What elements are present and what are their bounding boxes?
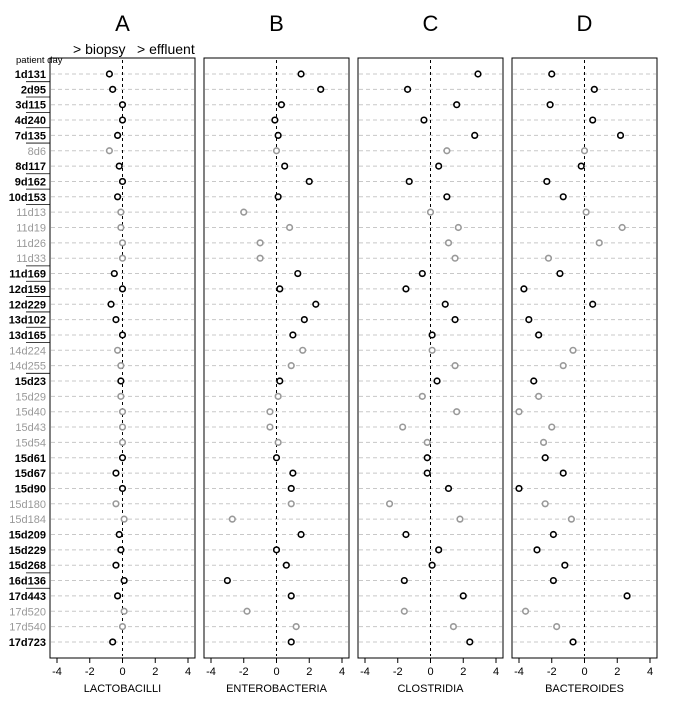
row-label-15d54: 15d54 <box>15 437 46 450</box>
data-point-A-15d61 <box>120 455 126 461</box>
data-point-D-9d162 <box>544 179 550 185</box>
data-point-D-11d19 <box>619 225 625 231</box>
data-point-D-15d184 <box>569 516 575 522</box>
x-axis-label-A: LACTOBACILLI <box>83 683 162 695</box>
data-point-D-11d26 <box>596 240 602 246</box>
data-point-C-12d159 <box>403 286 409 292</box>
row-label-3d115: 3d115 <box>15 99 46 112</box>
row-label-11d26: 11d26 <box>16 237 46 250</box>
data-point-D-15d67 <box>560 470 566 476</box>
row-label-10d153: 10d153 <box>8 191 46 204</box>
data-point-B-11d13 <box>241 209 247 215</box>
data-point-A-15d67 <box>113 470 119 476</box>
data-point-A-11d33 <box>120 255 126 261</box>
data-point-A-17d723 <box>110 639 116 645</box>
panels <box>50 11 657 695</box>
data-point-D-14d255 <box>560 363 566 369</box>
data-point-D-8d117 <box>578 163 584 169</box>
data-point-C-12d229 <box>442 301 448 307</box>
row-label-11d13: 11d13 <box>16 207 46 220</box>
data-point-D-13d102 <box>526 317 532 323</box>
row-label-14d224: 14d224 <box>9 345 46 358</box>
row-label-13d165: 13d165 <box>8 329 46 342</box>
row-label-8d6: 8d6 <box>27 145 46 158</box>
x-tick-label: -4 <box>52 666 62 678</box>
panel-B <box>204 11 349 695</box>
row-label-15d23: 15d23 <box>14 376 46 388</box>
data-point-A-11d13 <box>118 209 124 215</box>
x-tick-label: 2 <box>614 666 621 678</box>
row-label-16d136: 16d136 <box>8 575 46 588</box>
data-point-C-15d23 <box>434 378 440 384</box>
data-point-C-15d180 <box>387 501 393 507</box>
x-tick-label: -4 <box>206 666 216 678</box>
row-label-17d443: 17d443 <box>8 590 46 603</box>
row-label-11d33: 11d33 <box>16 253 46 266</box>
data-point-A-2d95 <box>110 87 116 93</box>
data-point-B-8d117 <box>282 163 288 169</box>
row-label-2d95: 2d95 <box>20 84 46 97</box>
data-point-D-15d61 <box>542 455 548 461</box>
data-point-B-10d153 <box>275 194 281 200</box>
data-point-D-4d240 <box>590 117 596 123</box>
x-axis-label-B: ENTEROBACTERIA <box>226 683 327 695</box>
data-point-D-15d229 <box>534 547 540 553</box>
data-point-B-15d54 <box>275 440 281 446</box>
data-point-A-12d229 <box>108 301 114 307</box>
data-point-B-11d19 <box>287 225 293 231</box>
data-point-A-15d229 <box>118 547 124 553</box>
data-point-A-15d23 <box>118 378 124 384</box>
data-point-C-13d102 <box>452 317 458 323</box>
data-point-B-15d40 <box>267 409 273 415</box>
row-label-14d255: 14d255 <box>9 360 46 373</box>
data-point-B-17d520 <box>244 608 250 614</box>
data-point-C-1d131 <box>475 71 481 77</box>
data-point-C-11d13 <box>428 209 434 215</box>
panel-title-C: C <box>422 11 439 36</box>
data-point-D-11d169 <box>557 271 563 277</box>
data-point-D-15d43 <box>549 424 555 430</box>
row-label-15d90: 15d90 <box>14 483 46 496</box>
data-point-D-15d90 <box>516 486 522 492</box>
data-point-B-1d131 <box>298 71 304 77</box>
row-label-11d169: 11d169 <box>9 268 46 281</box>
row-label-12d229: 12d229 <box>8 299 46 312</box>
data-point-B-3d115 <box>279 102 285 108</box>
data-point-A-15d40 <box>120 409 126 415</box>
data-point-C-15d209 <box>403 532 409 538</box>
data-point-D-15d40 <box>516 409 522 415</box>
panel-A <box>50 11 195 695</box>
data-point-A-15d43 <box>120 424 126 430</box>
data-point-C-11d33 <box>452 255 458 261</box>
row-label-15d209: 15d209 <box>8 529 46 542</box>
header-patient-day: patient day <box>16 55 63 66</box>
data-point-C-15d40 <box>454 409 460 415</box>
data-point-A-14d255 <box>118 363 124 369</box>
data-point-D-15d29 <box>536 394 542 400</box>
x-tick-label: 0 <box>581 666 588 678</box>
data-point-C-15d61 <box>424 455 430 461</box>
row-label-15d61: 15d61 <box>14 452 46 465</box>
data-point-D-8d6 <box>582 148 588 154</box>
row-label-11d19: 11d19 <box>16 222 46 235</box>
data-point-C-15d90 <box>446 486 452 492</box>
data-point-C-17d443 <box>460 593 466 599</box>
data-point-D-17d723 <box>570 639 576 645</box>
data-point-C-14d224 <box>429 348 435 354</box>
data-point-B-15d209 <box>298 532 304 538</box>
row-label-15d40: 15d40 <box>15 406 46 419</box>
row-label-17d540: 17d540 <box>9 621 46 634</box>
data-point-A-15d209 <box>116 532 122 538</box>
row-label-12d159: 12d159 <box>8 283 46 296</box>
x-tick-label: 0 <box>427 666 434 678</box>
data-point-B-15d229 <box>274 547 280 553</box>
data-point-A-15d268 <box>113 562 119 568</box>
data-point-A-15d29 <box>118 394 124 400</box>
data-point-B-15d23 <box>277 378 283 384</box>
data-point-D-7d135 <box>618 133 624 139</box>
data-point-B-14d224 <box>300 348 306 354</box>
data-point-C-10d153 <box>444 194 450 200</box>
data-point-B-16d136 <box>225 578 231 584</box>
data-point-A-11d26 <box>120 240 126 246</box>
data-point-B-12d159 <box>277 286 283 292</box>
data-point-A-17d540 <box>120 624 126 630</box>
row-label-17d723: 17d723 <box>8 636 46 649</box>
x-axis-label-D: BACTEROIDES <box>545 683 624 695</box>
data-point-B-11d26 <box>257 240 263 246</box>
row-label-9d162: 9d162 <box>14 176 46 189</box>
data-point-C-11d19 <box>456 225 462 231</box>
data-point-D-1d131 <box>549 71 555 77</box>
data-point-A-14d224 <box>115 348 121 354</box>
x-tick-label: 2 <box>306 666 313 678</box>
row-label-7d135: 7d135 <box>14 130 46 143</box>
data-point-D-17d443 <box>624 593 630 599</box>
data-point-D-15d23 <box>531 378 537 384</box>
data-point-A-15d90 <box>120 486 126 492</box>
data-point-A-15d180 <box>113 501 119 507</box>
data-point-D-11d13 <box>583 209 589 215</box>
x-tick-label: 0 <box>273 666 280 678</box>
row-label-15d229: 15d229 <box>8 544 46 557</box>
data-point-A-17d443 <box>115 593 121 599</box>
panel-C <box>358 11 503 695</box>
data-point-D-15d268 <box>562 562 568 568</box>
data-point-D-2d95 <box>592 87 598 93</box>
row-label-15d268: 15d268 <box>8 560 46 573</box>
data-point-B-17d723 <box>288 639 294 645</box>
data-point-A-8d6 <box>107 148 113 154</box>
data-point-A-7d135 <box>115 133 121 139</box>
data-point-C-17d723 <box>467 639 473 645</box>
row-label-15d43: 15d43 <box>15 422 46 435</box>
data-point-A-15d54 <box>120 440 126 446</box>
row-label-17d520: 17d520 <box>9 606 46 619</box>
data-point-B-11d33 <box>257 255 263 261</box>
data-point-B-15d67 <box>290 470 296 476</box>
data-point-B-12d229 <box>313 301 319 307</box>
data-point-C-8d6 <box>444 148 450 154</box>
data-point-C-9d162 <box>406 179 412 185</box>
data-point-D-11d33 <box>546 255 552 261</box>
row-labels <box>9 69 50 649</box>
data-point-C-15d43 <box>400 424 406 430</box>
row-label-15d184: 15d184 <box>9 514 46 527</box>
x-tick-label: -4 <box>360 666 370 678</box>
x-tick-label: 2 <box>460 666 467 678</box>
data-point-C-15d67 <box>424 470 430 476</box>
x-tick-label: -2 <box>238 666 249 678</box>
data-point-C-11d169 <box>420 271 426 277</box>
x-tick-label: 4 <box>646 666 654 678</box>
panel-title-D: D <box>576 11 593 36</box>
data-point-C-17d520 <box>402 608 408 614</box>
data-point-D-13d165 <box>536 332 542 338</box>
x-tick-label: -4 <box>514 666 524 678</box>
header-effluent: > effluent <box>137 41 195 57</box>
panel-title-A: A <box>115 11 130 36</box>
row-label-4d240: 4d240 <box>14 115 46 128</box>
data-point-D-12d159 <box>521 286 527 292</box>
data-point-C-17d540 <box>451 624 457 630</box>
data-point-D-15d54 <box>541 440 547 446</box>
panel-frame <box>50 58 195 658</box>
data-point-A-11d169 <box>112 271 118 277</box>
data-point-B-14d255 <box>288 363 294 369</box>
data-point-B-8d6 <box>274 148 280 154</box>
data-point-D-17d520 <box>523 608 529 614</box>
data-point-D-14d224 <box>570 348 576 354</box>
data-point-D-10d153 <box>560 194 566 200</box>
data-point-A-11d19 <box>118 225 124 231</box>
data-point-C-13d165 <box>429 332 435 338</box>
data-point-B-15d90 <box>288 486 294 492</box>
data-point-C-7d135 <box>472 133 478 139</box>
data-point-C-2d95 <box>405 87 411 93</box>
data-point-C-15d54 <box>424 440 430 446</box>
row-label-13d102: 13d102 <box>8 314 46 327</box>
data-point-D-16d136 <box>551 578 557 584</box>
data-point-C-15d184 <box>457 516 463 522</box>
data-point-B-17d443 <box>288 593 294 599</box>
data-point-A-9d162 <box>120 179 126 185</box>
data-point-C-11d26 <box>446 240 452 246</box>
data-point-B-13d102 <box>302 317 308 323</box>
data-point-A-4d240 <box>120 117 126 123</box>
data-point-C-15d229 <box>436 547 442 553</box>
panel-title-B: B <box>269 11 284 36</box>
x-axis-label-C: CLOSTRIDIA <box>397 683 464 695</box>
data-point-C-8d117 <box>436 163 442 169</box>
data-point-B-2d95 <box>318 87 324 93</box>
data-point-B-4d240 <box>272 117 278 123</box>
row-label-8d117: 8d117 <box>15 161 46 174</box>
data-point-A-3d115 <box>120 102 126 108</box>
row-label-15d29: 15d29 <box>15 391 46 404</box>
data-point-D-15d180 <box>542 501 548 507</box>
data-point-B-15d61 <box>274 455 280 461</box>
data-point-B-17d540 <box>293 624 299 630</box>
data-point-D-15d209 <box>551 532 557 538</box>
x-tick-label: 4 <box>492 666 500 678</box>
data-point-B-15d43 <box>267 424 273 430</box>
data-point-A-15d184 <box>121 516 127 522</box>
header-biopsy: > biopsy <box>73 41 126 57</box>
data-point-B-15d268 <box>284 562 290 568</box>
data-point-A-13d102 <box>113 317 119 323</box>
x-tick-label: -2 <box>546 666 557 678</box>
data-point-C-3d115 <box>454 102 460 108</box>
x-tick-label: 4 <box>184 666 192 678</box>
x-tick-label: -2 <box>392 666 403 678</box>
data-point-D-17d540 <box>554 624 560 630</box>
data-point-A-12d159 <box>120 286 126 292</box>
x-tick-label: -2 <box>84 666 95 678</box>
data-point-B-15d180 <box>288 501 294 507</box>
data-point-B-11d169 <box>295 271 301 277</box>
data-point-D-12d229 <box>590 301 596 307</box>
data-point-B-15d29 <box>275 394 281 400</box>
panel-D <box>512 11 657 695</box>
data-point-A-17d520 <box>121 608 127 614</box>
data-point-A-16d136 <box>121 578 127 584</box>
data-point-C-16d136 <box>402 578 408 584</box>
data-point-C-15d268 <box>429 562 435 568</box>
data-point-A-8d117 <box>116 163 122 169</box>
row-label-1d131: 1d131 <box>14 69 46 81</box>
row-label-15d180: 15d180 <box>9 498 46 511</box>
data-point-A-1d131 <box>107 71 113 77</box>
data-point-C-4d240 <box>421 117 427 123</box>
data-point-B-15d184 <box>229 516 235 522</box>
data-point-C-14d255 <box>452 363 458 369</box>
data-point-A-13d165 <box>120 332 126 338</box>
x-tick-label: 4 <box>338 666 346 678</box>
data-point-B-9d162 <box>306 179 312 185</box>
data-point-A-10d153 <box>115 194 121 200</box>
data-point-B-7d135 <box>275 133 281 139</box>
x-tick-label: 0 <box>119 666 126 678</box>
data-point-D-3d115 <box>547 102 553 108</box>
row-label-15d67: 15d67 <box>14 468 46 481</box>
data-point-B-13d165 <box>290 332 296 338</box>
data-point-C-15d29 <box>420 394 426 400</box>
x-tick-label: 2 <box>152 666 159 678</box>
